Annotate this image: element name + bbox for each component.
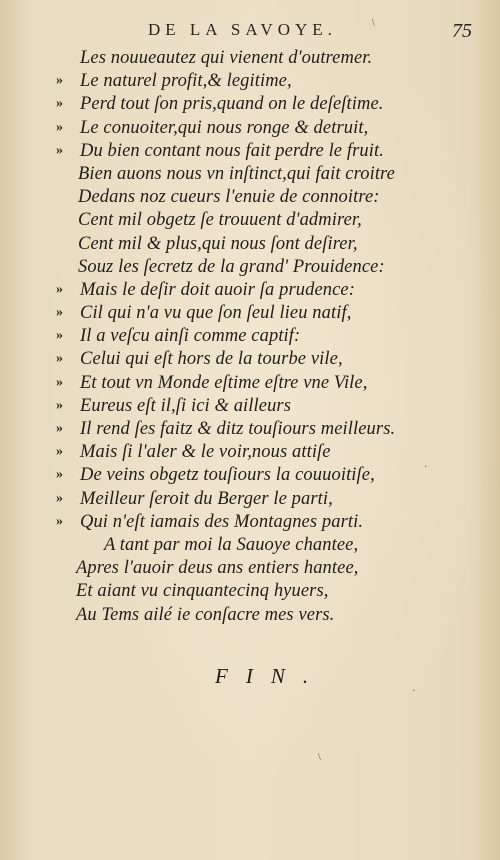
quotation-mark: » [56, 397, 63, 413]
verse-text: Apres l'auoir deus ans entiers hantee, [76, 558, 359, 579]
verse-line [0, 419, 500, 442]
fin-colophon: FIN. [215, 664, 327, 688]
verse-text: De veins obgetz touſiours la couuoitiſe, [80, 465, 375, 486]
quotation-mark: » [56, 305, 63, 321]
quotation-mark: » [56, 490, 63, 506]
paper-speck: · [412, 686, 416, 697]
verse-text: Eureus eſt il,ſi ici & ailleurs [80, 395, 292, 416]
verse-text: Dedans noz cueurs l'enuie de connoitre: [78, 187, 380, 208]
quotation-mark: » [56, 467, 63, 483]
verse-line [0, 373, 500, 396]
quotation-mark: » [56, 96, 63, 112]
verse-line [0, 141, 500, 164]
paper-speck: \ [372, 18, 375, 29]
verse-line [0, 234, 500, 257]
verse-text: Le naturel profit,& legitime, [80, 71, 292, 92]
quotation-mark: » [56, 142, 63, 158]
verse-text: Mais le deſir doit auoir ſa prudence: [80, 279, 355, 300]
verse-text: Mais ſi l'aler & le voir,nous attiſe [80, 442, 331, 463]
verse-line [0, 535, 500, 558]
quotation-mark: » [56, 119, 63, 135]
verse-line [0, 164, 500, 187]
verse-text: Celui qui eſt hors de la tourbe vile, [80, 349, 343, 370]
quotation-mark: » [56, 351, 63, 367]
page-number: 75 [452, 20, 472, 42]
verse-line [0, 48, 500, 71]
verse-text: Il a veſcu ainſi comme captif: [80, 326, 301, 347]
quotation-mark: » [56, 421, 63, 436]
verse-line [0, 187, 500, 210]
page-header [0, 18, 500, 48]
verse-line [0, 326, 500, 349]
verse-line [0, 280, 500, 303]
verse-line [0, 118, 500, 141]
verse-line [0, 581, 500, 604]
verse-text: Cil qui n'a vu que ſon ſeul lieu natif, [80, 303, 352, 324]
verse-text: Souz les ſecretz de la grand' Prouidence: [78, 256, 385, 277]
verse-line [0, 257, 500, 280]
verse-text: Au Tems ailé ie conſacre mes vers. [76, 604, 335, 625]
verse-text: Et aiant vu cinquantecinq hyuers, [76, 581, 329, 602]
quotation-mark: » [56, 73, 63, 89]
verse-line [0, 558, 500, 581]
verse-line [0, 94, 500, 117]
verse-text: Les nouueautez qui vienent d'outremer. [80, 48, 373, 68]
verse-text: Bien auons nous vn inſtinct,qui fait croitre [78, 163, 395, 184]
verse-line [0, 396, 500, 419]
paper-speck: \ [318, 752, 321, 763]
quotation-mark: » [56, 328, 63, 344]
running-head: DE LA SAVOYE. [148, 20, 337, 39]
verse-text: Qui n'eſt iamais des Montagnes parti. [80, 511, 364, 532]
quotation-mark: » [56, 444, 63, 460]
verse-text: A tant par moi la Sauoye chantee, [104, 534, 359, 555]
verse-line [0, 489, 500, 512]
verse-text: Meilleur ſeroit du Berger le parti, [80, 488, 333, 509]
verse-text: Cent mil & plus,qui nous ſont deſirer, [78, 233, 358, 254]
quotation-mark: » [56, 513, 63, 529]
verse-line [0, 71, 500, 94]
verse-text: Cent mil obgetz ſe trouuent d'admirer, [78, 210, 362, 231]
quotation-mark: » [56, 374, 63, 390]
paper-speck: · [424, 462, 428, 473]
verse-text: Le conuoiter,qui nous ronge & detruit, [80, 117, 369, 138]
verse-line [0, 605, 500, 628]
quotation-mark: » [56, 281, 63, 297]
poem-verses [0, 48, 500, 628]
verse-line [0, 303, 500, 326]
verse-line [0, 349, 500, 372]
verse-line [0, 512, 500, 535]
verse-text: Perd tout ſon pris,quand on le deſeſtime. [80, 94, 384, 115]
verse-text: Du bien contant nous fait perdre le fruit. [80, 140, 384, 161]
verse-text: Et tout vn Monde eſtime eſtre vne Vile, [80, 372, 368, 393]
verse-line [0, 210, 500, 233]
verse-text: Il rend ſes faitz & ditz touſiours meilleurs. [80, 419, 396, 439]
